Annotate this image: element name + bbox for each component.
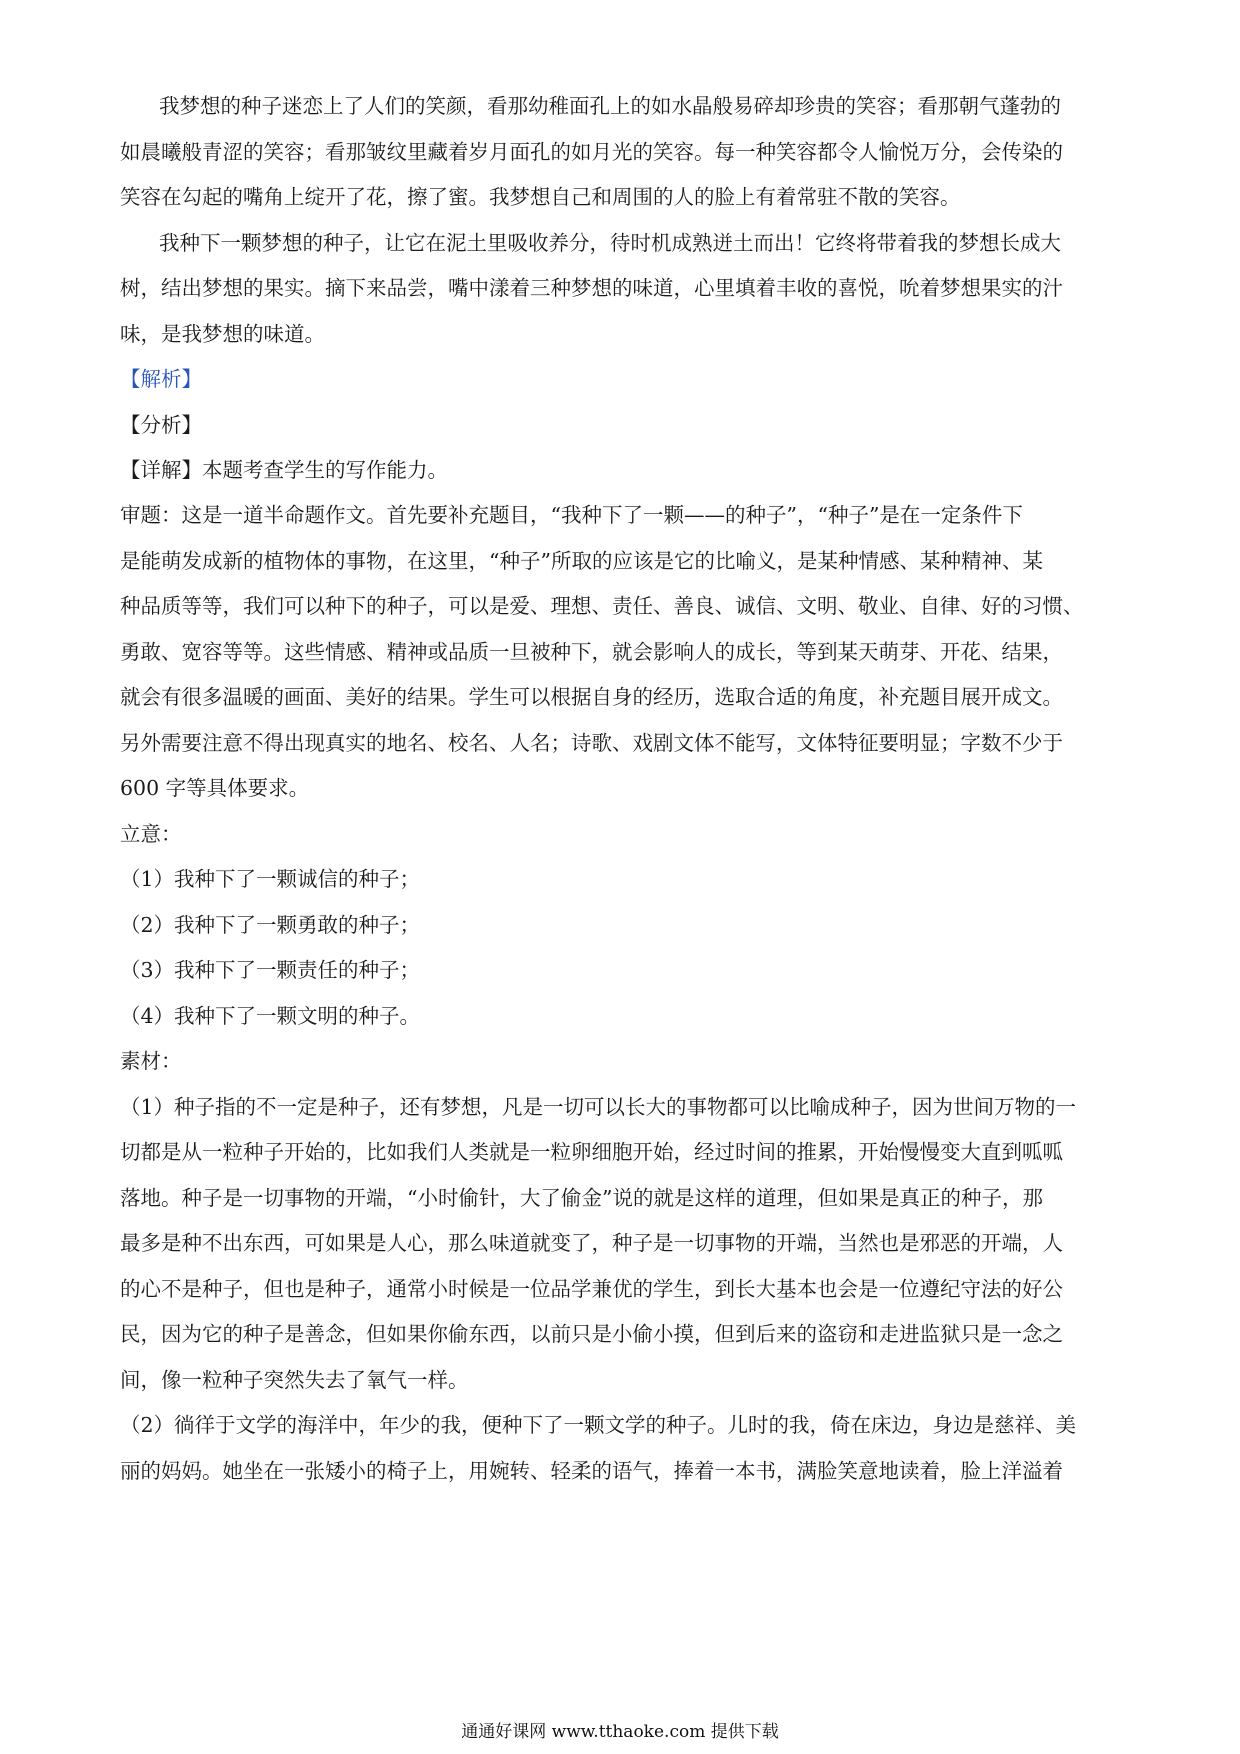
shenti-line: 就会有很多温暖的画面、美好的结果。学生可以根据自身的经历，选取合适的角度，补充题目展开成文。 <box>120 685 1063 709</box>
shenti-line: 审题：这是一道半命题作文。首先要补充题目，“我种下了一颗——的种子”，“种子”是在一定条件下 <box>120 503 1023 527</box>
liyi-title: 立意： <box>120 822 182 846</box>
sucai-line: 丽的妈妈。她坐在一张矮小的椅子上，用婉转、轻柔的语气，捧着一本书，满脸笑意地读着，脸上洋溢着 <box>120 1459 1063 1483</box>
essay-line: 我梦想的种子迷恋上了人们的笑颜，看那幼稚面孔上的如水晶般易碎却珍贵的笑容；看那朝气蓬勃的 <box>159 94 1061 118</box>
essay-line: 我种下一颗梦想的种子，让它在泥土里吸收养分，待时机成熟迸土而出！它终将带着我的梦想长成大 <box>159 231 1061 255</box>
sucai-line: 间，像一粒种子突然失去了氧气一样。 <box>120 1368 469 1392</box>
sucai-title: 素材： <box>120 1049 182 1073</box>
sucai-line: 落地。种子是一切事物的开端，“小时偷针，大了偷金”说的就是这样的道理，但如果是真正的种子，那 <box>120 1186 1043 1210</box>
sucai-line: 最多是种不出东西，可如果是人心，那么味道就变了，种子是一切事物的开端，当然也是邪恶的开端，人 <box>120 1231 1063 1255</box>
shenti-line: 600 字等具体要求。 <box>120 776 310 800</box>
shenti-line: 另外需要注意不得出现真实的地名、校名、人名；诗歌、戏剧文体不能写，文体特征要明显；字数不少于 <box>120 731 1063 755</box>
shenti-line: 种品质等等，我们可以种下的种子，可以是爱、理想、责任、善良、诚信、文明、敬业、自律、好的习惯、 <box>120 594 1084 618</box>
sucai-line: 民，因为它的种子是善念，但如果你偷东西，以前只是小偷小摸，但到后来的盗窃和走进监狱只是一念之 <box>120 1322 1063 1346</box>
fenxi-heading: 【分析】 <box>120 413 202 437</box>
essay-line: 笑容在勾起的嘴角上绽开了花，擦了蜜。我梦想自己和周围的人的脸上有着常驻不散的笑容。 <box>120 185 961 209</box>
sucai-line: （1）种子指的不一定是种子，还有梦想，凡是一切可以长大的事物都可以比喻成种子，因为世间万物的一 <box>120 1095 1077 1119</box>
analysis-heading: 【解析】 <box>120 367 202 391</box>
essay-line: 如晨曦般青涩的笑容；看那皱纹里藏着岁月面孔的如月光的笑容。每一种笑容都令人愉悦万分，会传染的 <box>120 140 1063 164</box>
liyi-item: （2）我种下了一颗勇敢的种子； <box>120 913 421 937</box>
sucai-line: （2）徜徉于文学的海洋中，年少的我，便种下了一颗文学的种子。儿时的我，倚在床边，身边是慈祥、美 <box>120 1413 1077 1437</box>
sucai-line: 的心不是种子，但也是种子，通常小时候是一位品学兼优的学生，到长大基本也会是一位遵纪守法的好公 <box>120 1277 1063 1301</box>
essay-line: 树，结出梦想的果实。摘下来品尝，嘴中漾着三种梦想的味道，心里填着丰收的喜悦，吮着梦想果实的汁 <box>120 276 1063 300</box>
sucai-line: 切都是从一粒种子开始的，比如我们人类就是一粒卵细胞开始，经过时间的推累，开始慢慢变大直到呱呱 <box>120 1140 1063 1164</box>
liyi-item: （1）我种下了一颗诚信的种子； <box>120 867 421 891</box>
xiangjie-line: 【详解】本题考查学生的写作能力。 <box>120 458 448 482</box>
liyi-item: （4）我种下了一颗文明的种子。 <box>120 1004 421 1028</box>
shenti-line: 是能萌发成新的植物体的事物，在这里，“种子”所取的应该是它的比喻义，是某种情感、某种精神、某 <box>120 549 1043 573</box>
liyi-item: （3）我种下了一颗责任的种子； <box>120 958 421 982</box>
essay-line: 味，是我梦想的味道。 <box>120 322 325 346</box>
shenti-line: 勇敢、宽容等等。这些情感、精神或品质一旦被种下，就会影响人的成长，等到某天萌芽、开花、结果， <box>120 640 1063 664</box>
page-footer: 通通好课网 www.tthaoke.com 提供下载 <box>461 1722 779 1742</box>
